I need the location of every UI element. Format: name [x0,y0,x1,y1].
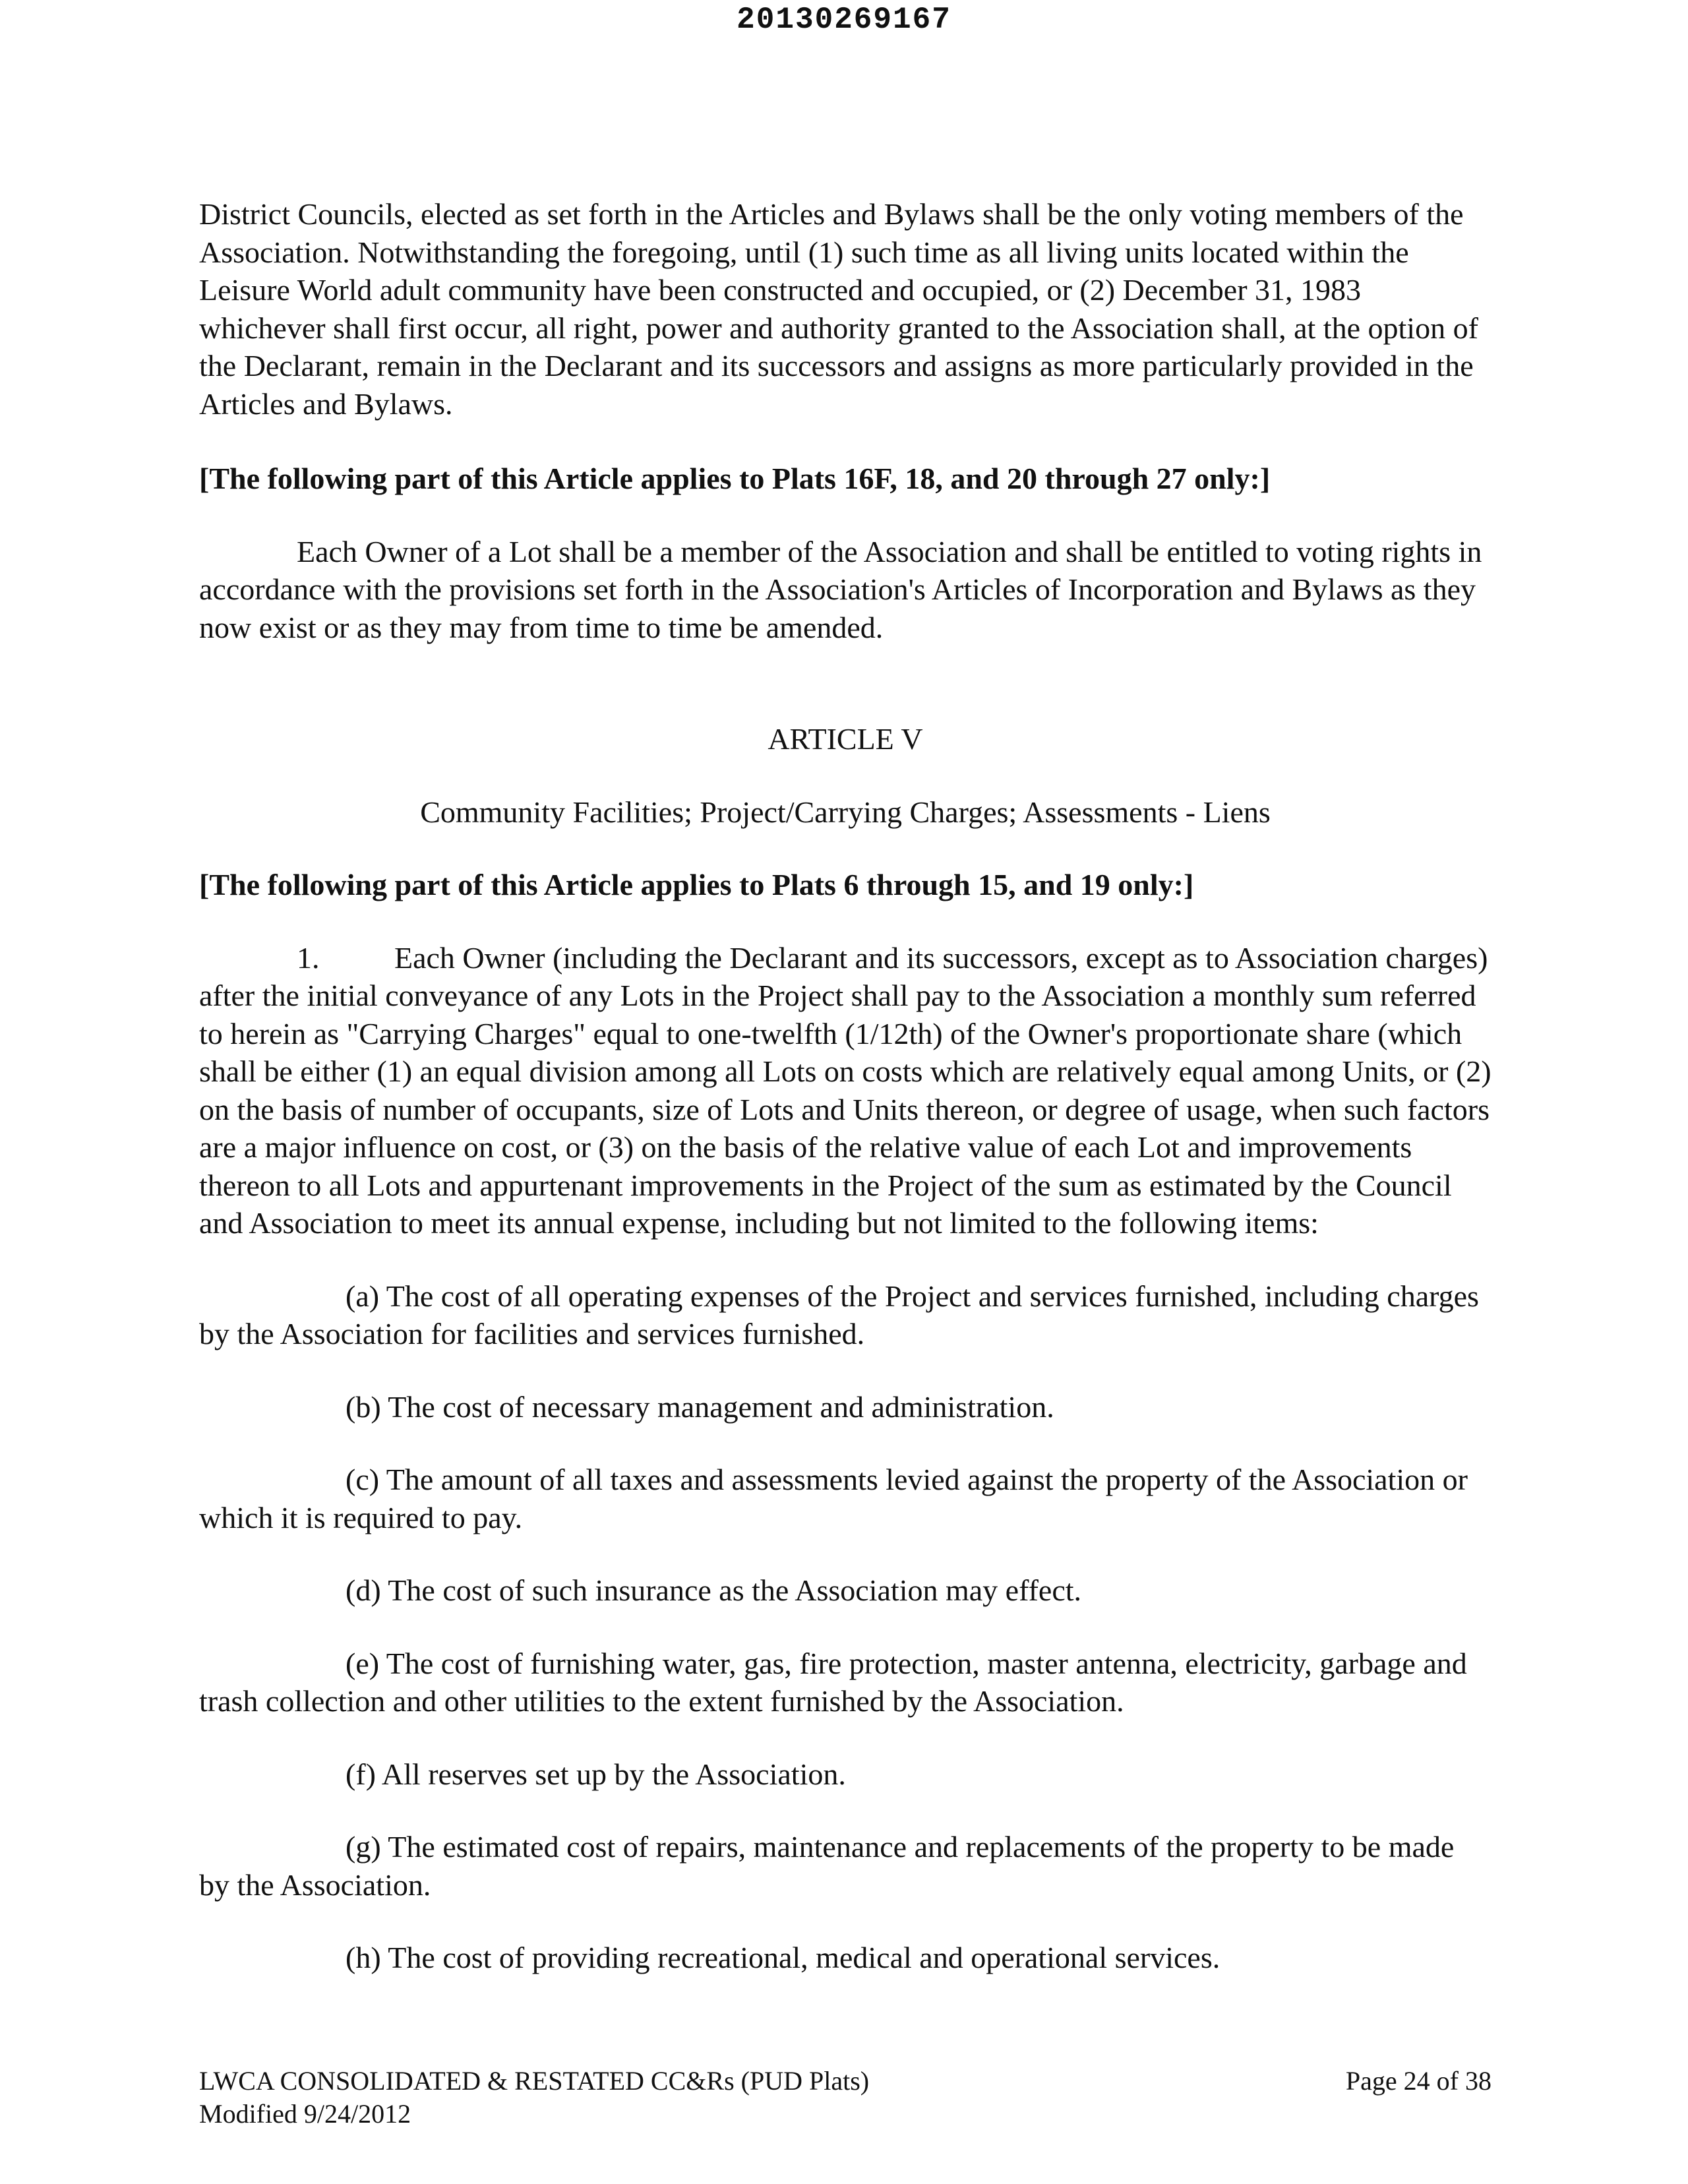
footer-document-title: LWCA CONSOLIDATED & RESTATED CC&Rs (PUD Plats) [199,2066,870,2096]
article-subtitle: Community Facilities; Project/Carrying Charges; Assessments - Liens [420,795,1271,829]
intro-paragraph: District Councils, elected as set forth in the Articles and Bylaws shall be the only voting members of the Association. Notwithstanding the foregoing, until (1) such time as all living units located within the Leisure World adult community have been constructed and occupied, or (2) December 31, 1983 whichever shall first occur, all right, power and authority granted to the Association shall, at the option of the Declarant, remain in the Declarant and its successors and assigns as more particularly provided in the Articles and Bylaws. [199,197,1478,421]
page-number: Page 24 of 38 [1345,2066,1492,2096]
sub-item-h: (h) The cost of providing recreational, medical and operational services. [346,1941,1221,1974]
footer-modified-date: Modified 9/24/2012 [199,2099,411,2129]
document-number: 20130269167 [737,3,951,37]
sub-item-c: (c) The amount of all taxes and assessments levied against the property of the Association or which it is required to pay. [199,1463,1468,1534]
sub-item-g: (g) The estimated cost of repairs, maintenance and replacements of the property to be made by the Association. [199,1830,1455,1902]
sub-item-d: (d) The cost of such insurance as the Association may effect. [346,1573,1082,1607]
section-heading-plats-16f: [The following part of this Article applies to Plats 16F, 18, and 20 through 27 only:] [199,462,1271,495]
sub-item-f: (f) All reserves set up by the Association. [346,1757,846,1791]
sub-item-e: (e) The cost of furnishing water, gas, fire protection, master antenna, electricity, garbage and trash collection and other utilities to the extent furnished by the Association. [199,1646,1467,1718]
item-number: 1. [297,940,320,975]
article-title: ARTICLE V [768,722,923,756]
section-heading-plats-6: [The following part of this Article applies to Plats 6 through 15, and 19 only:] [199,868,1194,901]
sub-item-b: (b) The cost of necessary management and administration. [346,1389,1054,1424]
membership-paragraph: Each Owner of a Lot shall be a member of the Association and shall be entitled to voting rights in accordance with the provisions set forth in the Association's Articles of Incorporation and Bylaws as they now exist or as they may from time to time be amended. [199,534,1482,644]
numbered-item-1 [199,939,1492,1242]
document-body [199,195,1492,1977]
item-text: Each Owner (including the Declarant and its successors, except as to Association charges) after the initial conveyance of any Lots in the Project shall pay to the Association a monthly sum referred to herein as "Carrying Charges" equal to one-twelfth (1/12th) of the Owner's proportionate share (which shall be either (1) an equal division among all Lots on costs which are relatively equal among Units, or (2) on the basis of number of occupants, size of Lots and Units thereon, or degree of usage, when such factors are a major influence on cost, or (3) on the basis of the relative value of each Lot and improvements thereon to all Lots and appurtenant improvements in the Project of the sum as estimated by the Council and Association to meet its annual expense, including but not limited to the following items: [199,940,1492,1240]
sub-item-a: (a) The cost of all operating expenses of the Project and services furnished, including charges by the Association for facilities and services furnished. [199,1279,1479,1350]
footer-left [199,2065,869,2131]
